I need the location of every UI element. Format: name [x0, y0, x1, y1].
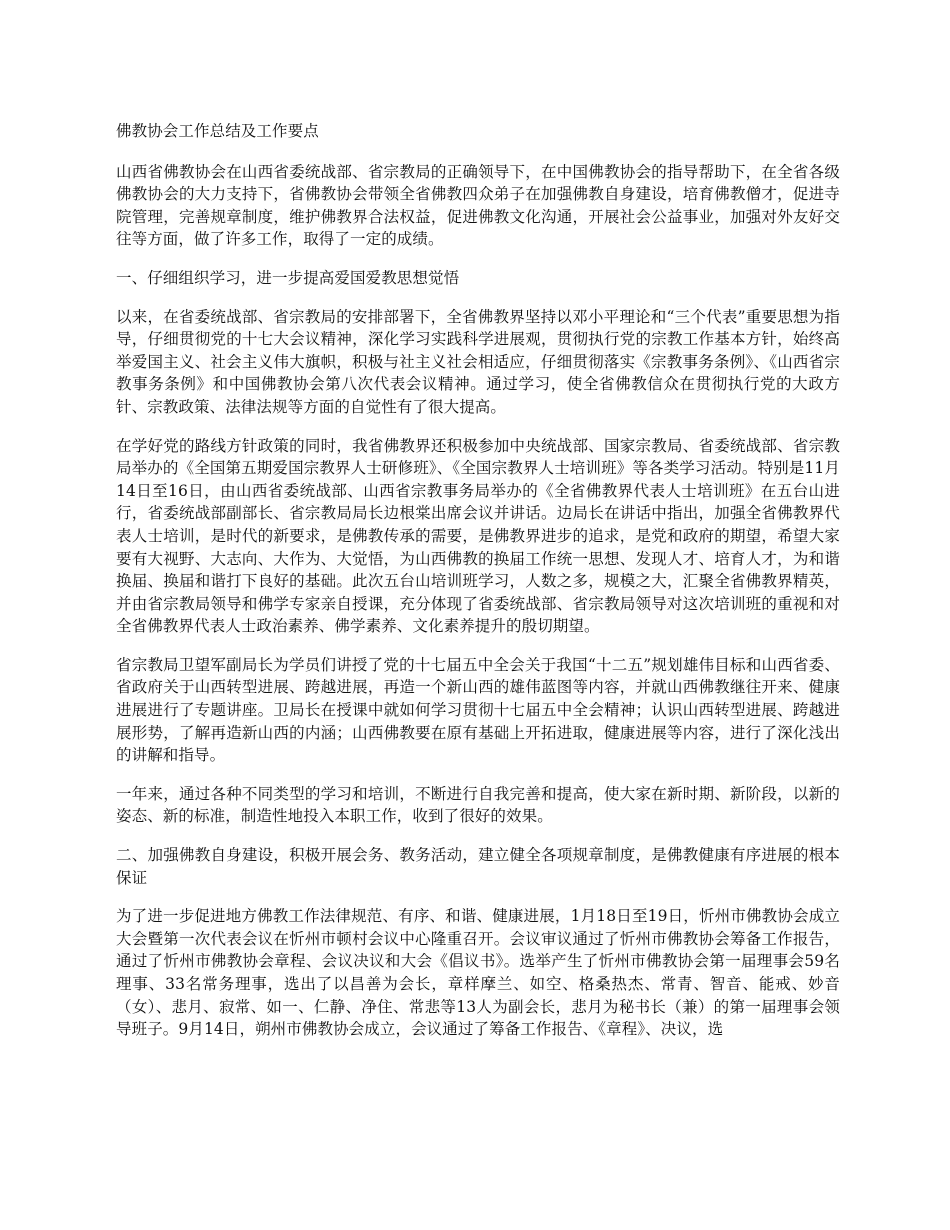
paragraph-association-founding: 为了进一步促进地方佛教工作法律规范、有序、和谐、健康进展，1月18日至19日，忻州市佛教协会成立大会暨第一次代表会议在忻州市顿村会议中心隆重召开。会议审议通过了忻州市佛教协会筹备工作报告，通过了忻州市佛教协会章程、会议决议和大会《倡议书》。选举产生了忻州市佛教协会第一届理事会59名理事、33名常务理事，选出了以昌善为会长，章样摩兰、如空、格桑热杰、常青、智音、能戒、妙音（女）、悲月、寂常、如一、仁静、净住、常悲等13人为副会长，悲月为秘书长（兼）的第一届理事会领导班子。9月14日，朔州市佛教协会成立，会议通过了筹备工作报告、《章程》、决议，选	[116, 907, 840, 1039]
document-page	[116, 120, 840, 1057]
paragraph-intro: 山西省佛教协会在山西省委统战部、省宗教局的正确领导下，在中国佛教协会的指导帮助下，在全省各级佛教协会的大力支持下，省佛教协会带领全省佛教四众弟子在加强佛教自身建设，培育佛教僧才，促进寺院管理，完善规章制度，维护佛教界合法权益，促进佛教文化沟通，开展社会公益事业，加强对外友好交往等方面，做了许多工作，取得了一定的成绩。	[116, 162, 840, 249]
paragraph-study-overview: 以来，在省委统战部、省宗教局的安排部署下，全省佛教界坚持以邓小平理论和“三个代表”重要思想为指导，仔细贯彻党的十七大会议精神，深化学习实践科学进展观，贯彻执行党的宗教工作基本方针，始终高举爱国主义、社会主义伟大旗帜，积极与社主义社会相适应，仔细贯彻落实《宗教事务条例》、《山西省宗教事务条例》和中国佛教协会第八次代表会议精神。通过学习，使全省佛教信众在贯彻执行党的大政方针、宗教政策、法律法规等方面的自觉性有了很大提高。	[116, 307, 840, 416]
section-heading-1: 一、仔细组织学习，进一步提高爱国爱教思想觉悟	[116, 268, 460, 287]
document-title: 佛教协会工作总结及工作要点	[116, 122, 319, 140]
paragraph-training-class: 在学好党的路线方针政策的同时，我省佛教界还积极参加中央统战部、国家宗教局、省委统战部、省宗教局举办的《全国第五期爱国宗教界人士研修班》、《全国宗教界人士培训班》等各类学习活动。特别是11月14日至16日，由山西省委统战部、山西省宗教事务局举办的《全省佛教界代表人士培训班》在五台山进行，省委统战部副部长、省宗教局局长边根棠出席会议并讲话。边局长在讲话中指出，加强全省佛教界代表人士培训，是时代的新要求，是佛教传承的需要，是佛教界进步的追求，是党和政府的期望，希望大家要有大视野、大志向、大作为、大觉悟，为山西佛教的换届工作统一思想、发现人才、培育人才，为和谐换届、换届和谐打下良好的基础。此次五台山培训班学习，人数之多，规模之大，汇聚全省佛教界精英，并由省宗教局领导和佛学专家亲自授课，充分体现了省委统战部、省宗教局领导对这次培训班的重视和对全省佛教界代表人士政治素养、佛学素养、文化素养提升的殷切期望。	[116, 436, 840, 636]
paragraph-lecture: 省宗教局卫望军副局长为学员们讲授了党的十七届五中全会关于我国“十二五”规划雄伟目标和山西省委、省政府关于山西转型进展、跨越进展，再造一个新山西的雄伟蓝图等内容，并就山西佛教继往开来、健康进展进行了专题讲座。卫局长在授课中就如何学习贯彻十七届五中全会精神；认识山西转型进展、跨越进展形势，了解再造新山西的内涵；山西佛教要在原有基础上开拓进取，健康进展等内容，进行了深化浅出的讲解和指导。	[116, 655, 840, 765]
section-heading-2: 二、加强佛教自身建设，积极开展会务、教务活动，建立健全各项规章制度，是佛教健康有序进展的根本保证	[116, 846, 840, 887]
paragraph-year-summary: 一年来，通过各种不同类型的学习和培训，不断进行自我完善和提高，使大家在新时期、新阶段，以新的姿态、新的标准，制造性地投入本职工作，收到了很好的效果。	[116, 784, 840, 826]
